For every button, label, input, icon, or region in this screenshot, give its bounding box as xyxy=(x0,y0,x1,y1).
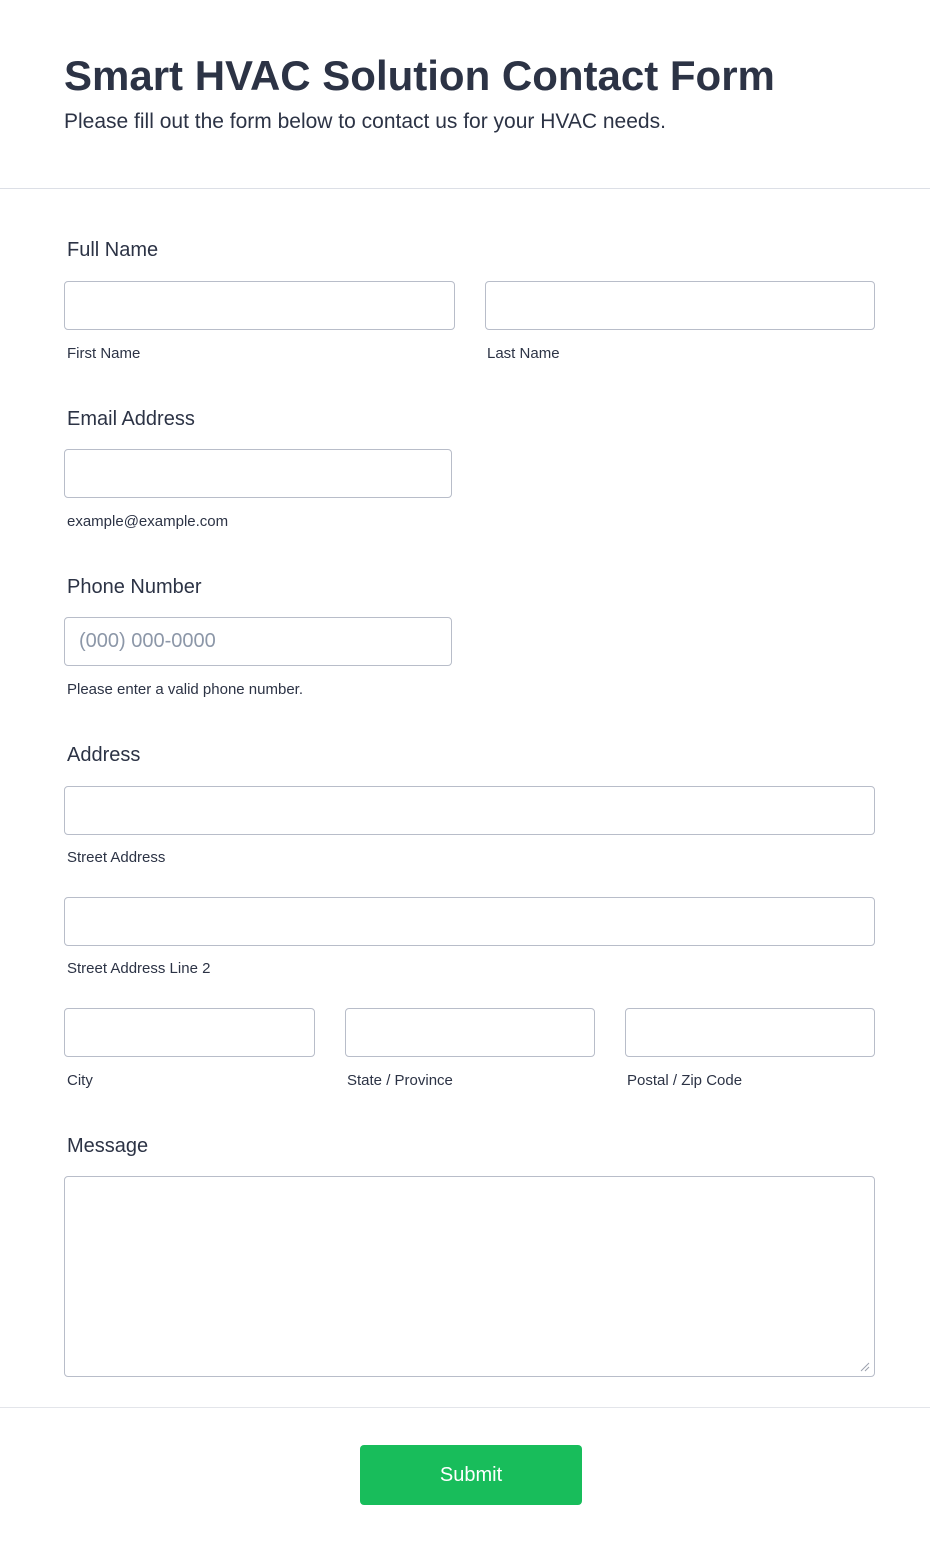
resize-handle-icon[interactable] xyxy=(858,1360,870,1372)
phone-label: Phone Number xyxy=(67,576,202,598)
form-subtitle: Please fill out the form below to contact us for your HVAC needs. xyxy=(64,110,666,133)
postal-code-input[interactable] xyxy=(625,1008,875,1057)
footer-divider xyxy=(0,1407,930,1408)
message-textarea[interactable] xyxy=(64,1176,875,1377)
full-name-label: Full Name xyxy=(67,239,159,261)
address-label: Address xyxy=(67,744,141,766)
street-address-line2-sublabel: Street Address Line 2 xyxy=(67,960,211,977)
message-label: Message xyxy=(67,1135,149,1157)
street-address-sublabel: Street Address xyxy=(67,849,166,866)
street-address-input[interactable] xyxy=(64,786,875,835)
email-input[interactable] xyxy=(64,449,452,498)
state-province-input[interactable] xyxy=(345,1008,595,1057)
submit-button[interactable]: Submit xyxy=(360,1445,582,1505)
last-name-sublabel: Last Name xyxy=(487,345,560,362)
city-sublabel: City xyxy=(67,1072,93,1089)
form-header xyxy=(0,0,930,189)
postal-code-sublabel: Postal / Zip Code xyxy=(627,1072,743,1089)
street-address-line2-input[interactable] xyxy=(64,897,875,946)
phone-input[interactable] xyxy=(64,617,452,666)
city-input[interactable] xyxy=(64,1008,315,1057)
state-province-sublabel: State / Province xyxy=(347,1072,453,1089)
email-label: Email Address xyxy=(67,408,195,430)
phone-sublabel: Please enter a valid phone number. xyxy=(67,681,303,698)
email-sublabel: example@example.com xyxy=(67,513,229,530)
first-name-sublabel: First Name xyxy=(67,345,141,362)
first-name-input[interactable] xyxy=(64,281,455,330)
last-name-input[interactable] xyxy=(485,281,875,330)
form-title: Smart HVAC Solution Contact Form xyxy=(64,52,775,99)
